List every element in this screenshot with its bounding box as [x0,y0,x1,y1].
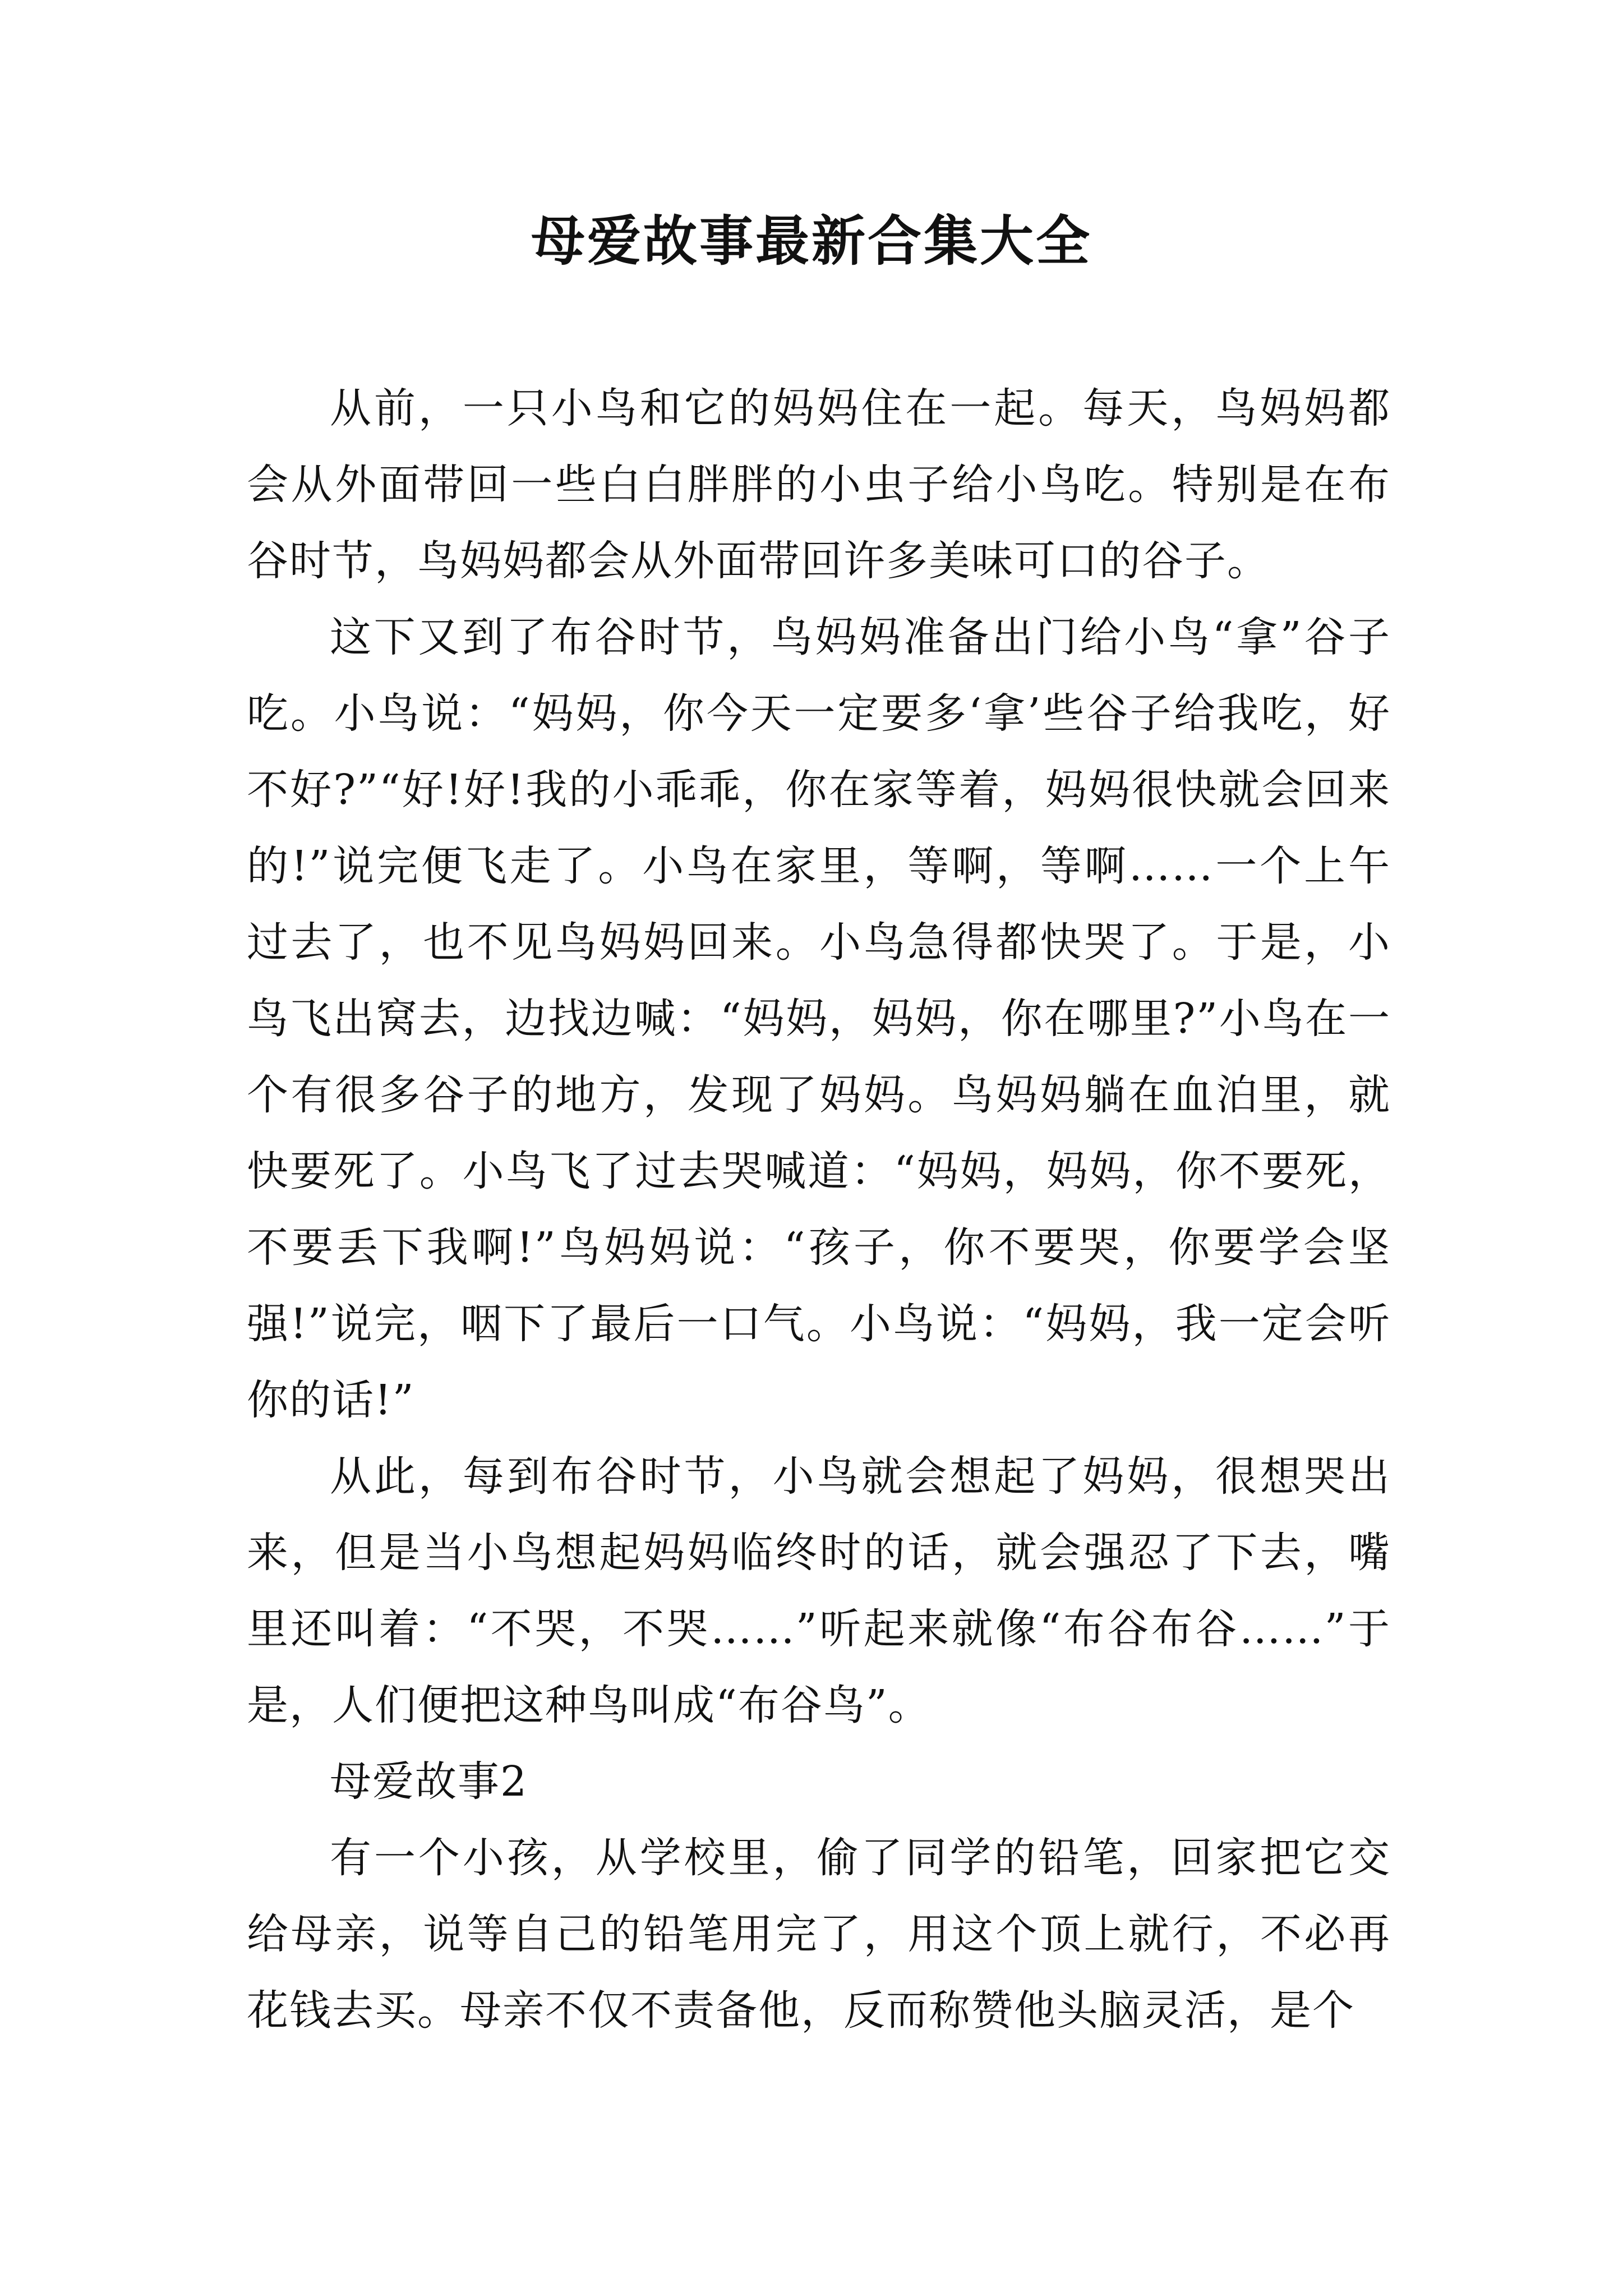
paragraph-1: 从前，一只小鸟和它的妈妈住在一起。每天，鸟妈妈都会从外面带回一些白白胖胖的小虫子给小鸟吃。特别是在布谷时节，鸟妈妈都会从外面带回许多美味可口的谷子。 [247,384,1391,585]
paragraph-5: 有一个小孩，从学校里，偷了同学的铅笔，回家把它交给母亲，说等自己的铅笔用完了，用这个顶上就行，不必再花钱去买。母亲不仅不责备他，反而称赞他头脑灵活，是个 [247,1834,1391,2035]
document-title: 母爱故事最新合集大全 [531,209,1092,273]
paragraph-2: 这下又到了布谷时节，鸟妈妈准备出门给小鸟“拿”谷子吃。小鸟说：“妈妈，你今天一定要多‘拿’些谷子给我吃，好不好?”“好!好!我的小乖乖，你在家等着，妈妈很快就会回来的!”说完便飞走了。小鸟在家里，等啊，等啊……一个上午过去了，也不见鸟妈妈回来。小鸟急得都快哭了。于是，小鸟飞出窝去，边找边喊：“妈妈，妈妈，你在哪里?”小鸟在一个有很多谷子的地方，发现了妈妈。鸟妈妈躺在血泊里，就快要死了。小鸟飞了过去哭喊道：“妈妈，妈妈，你不要死，不要丢下我啊!”鸟妈妈说：“孩子，你不要哭，你要学会坚强!”说完，咽下了最后一口气。小鸟说：“妈妈，我一定会听你的话!” [247,613,1391,1424]
paragraph-3: 从此，每到布谷时节，小鸟就会想起了妈妈，很想哭出来，但是当小鸟想起妈妈临终时的话，就会强忍了下去，嘴里还叫着：“不哭，不哭……”听起来就像“布谷布谷……”于是，人们便把这种鸟叫成“布谷鸟”。 [247,1452,1391,1729]
document-body [247,370,1391,2049]
section-heading-story-2: 母爱故事2 [330,1757,528,1806]
